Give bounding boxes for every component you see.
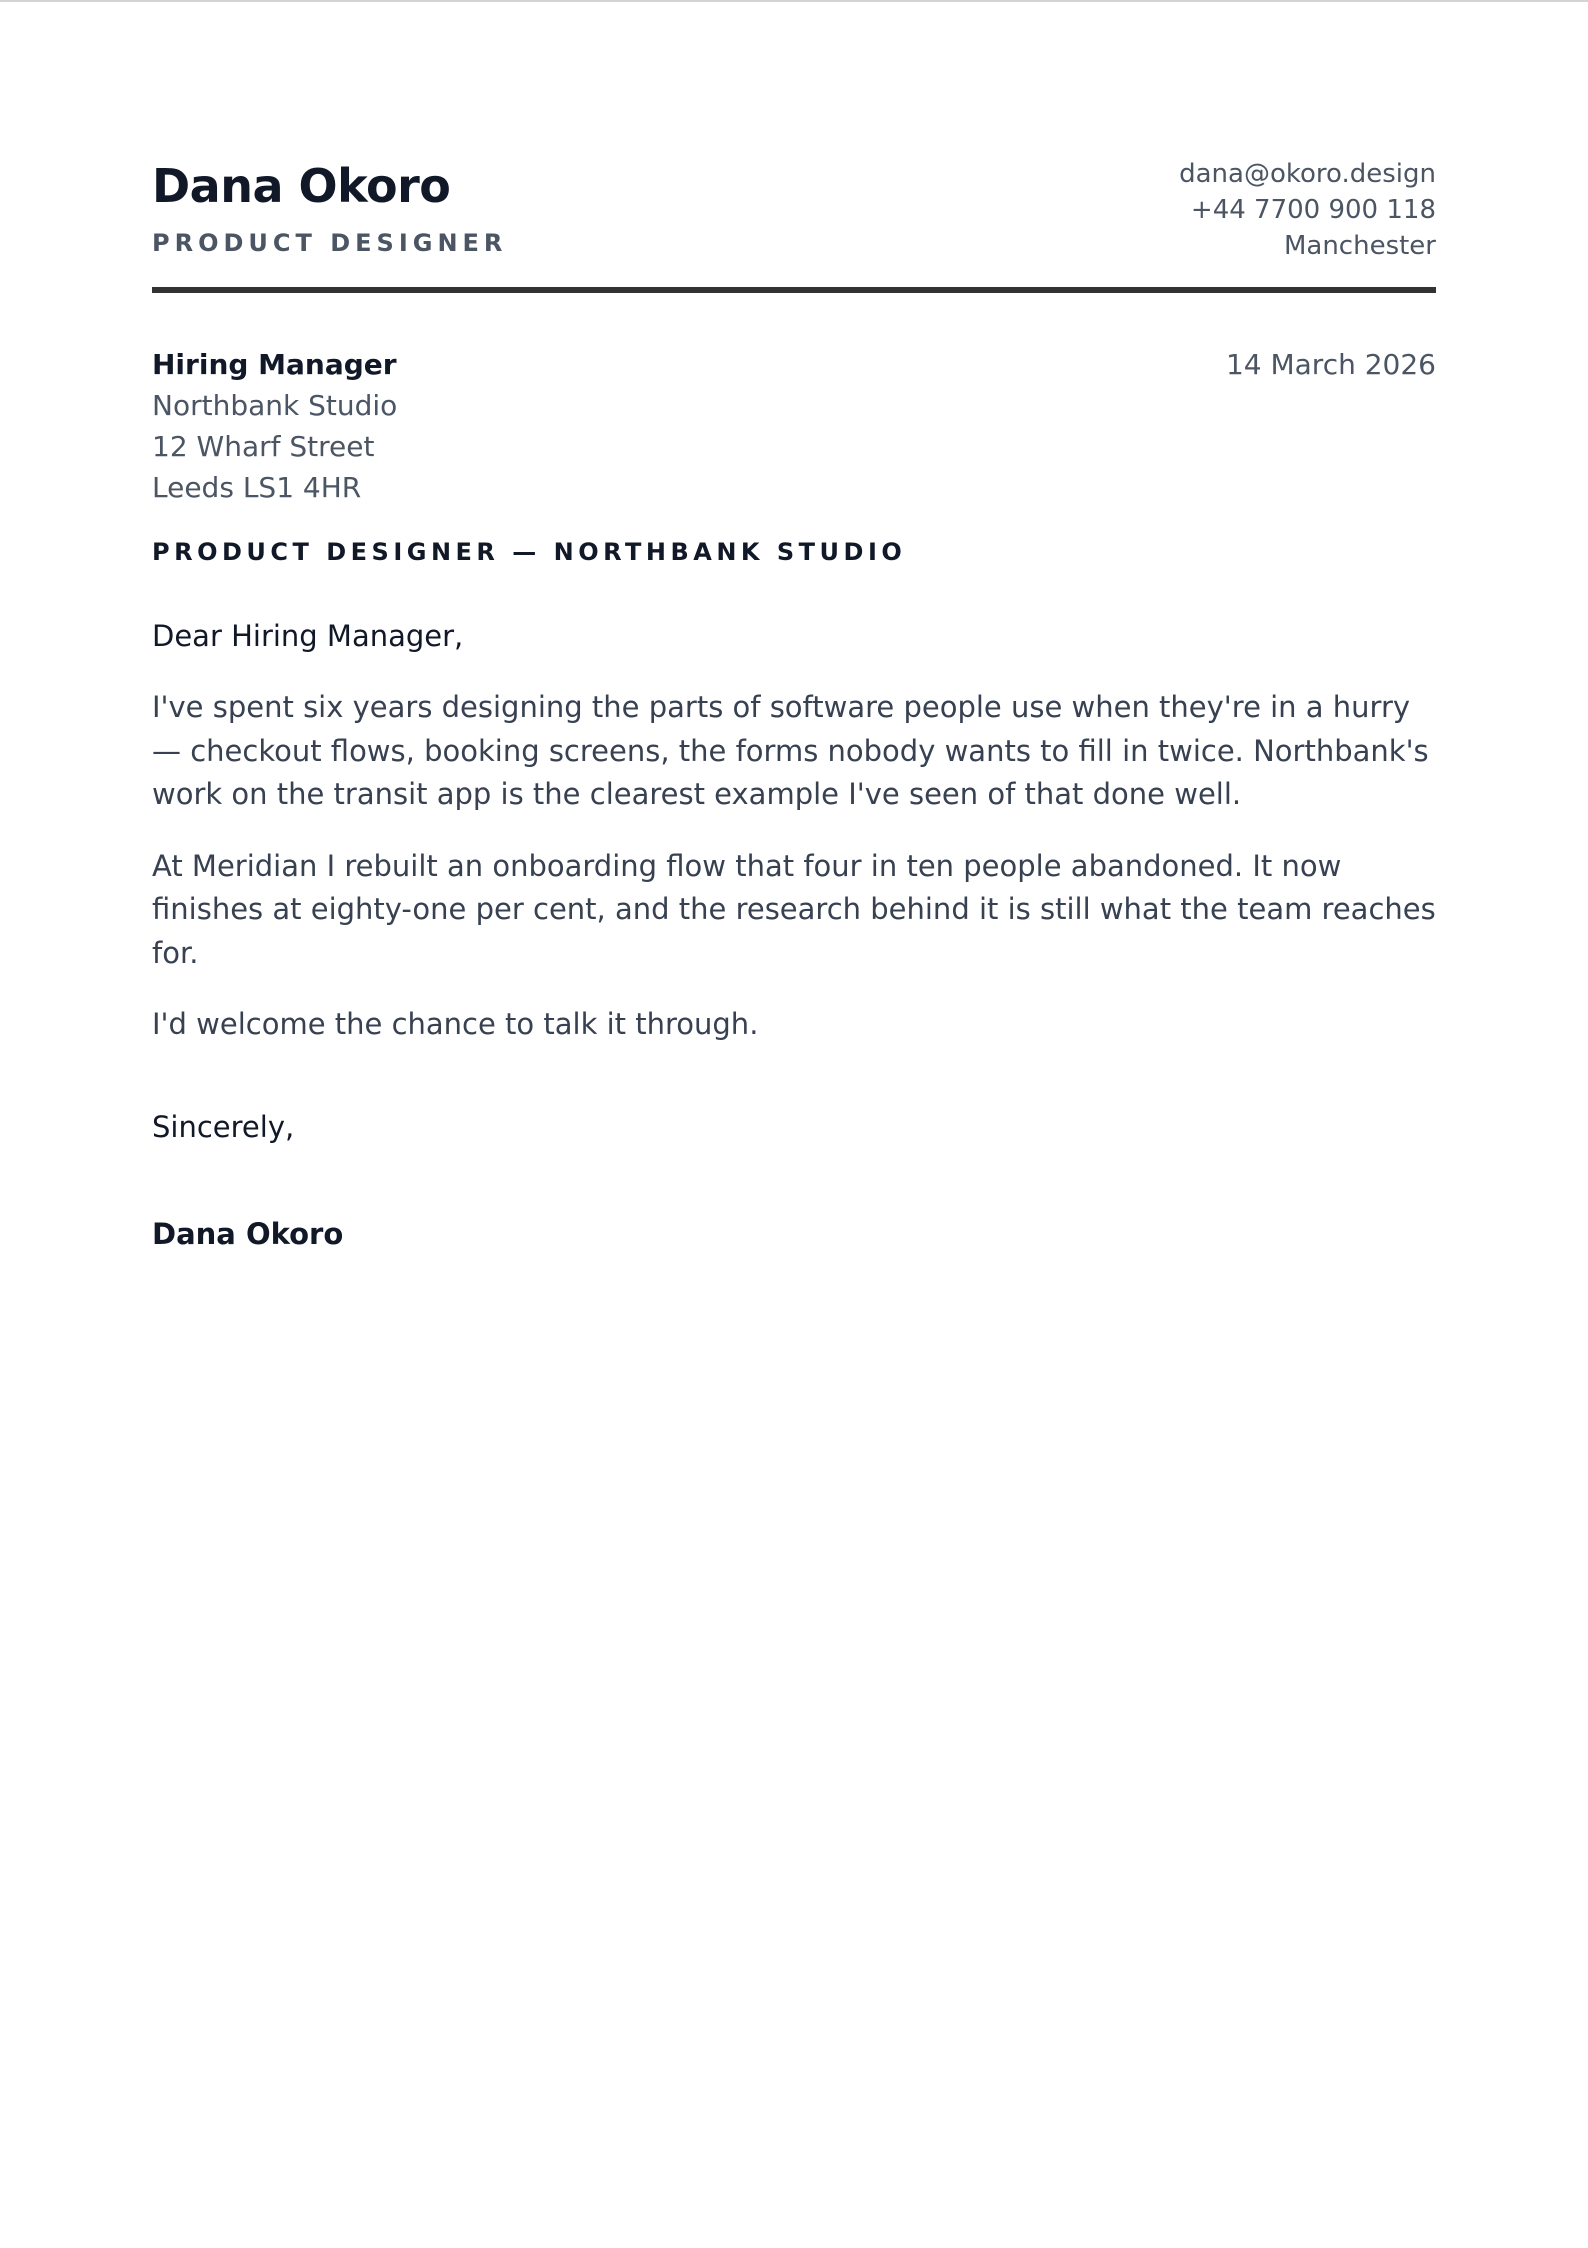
header-divider	[152, 287, 1436, 293]
letter-header	[152, 156, 1436, 294]
recipient-city: Leeds LS1 4HR	[152, 471, 362, 504]
sender-name: Dana Okoro	[152, 159, 451, 213]
recipient-street: 12 Wharf Street	[152, 430, 375, 463]
recipient-block	[152, 344, 1436, 516]
sender-phone: +44 7700 900 118	[1190, 195, 1436, 225]
letter-date: 14 March 2026	[1225, 348, 1436, 381]
body-paragraph: At Meridian I rebuilt an onboarding flow that four in ten people abandoned. It now finishes at eighty-one per cent, and the research behind it is still what the team reaches for.	[152, 848, 1436, 970]
subject-line: PRODUCT DESIGNER — NORTHBANK STUDIO	[152, 538, 907, 566]
cover-letter	[152, 156, 1436, 1254]
recipient-address	[152, 344, 397, 508]
recipient-name: Hiring Manager	[152, 348, 397, 381]
sender-title: PRODUCT DESIGNER	[152, 229, 508, 257]
body-paragraph: I've spent six years designing the parts of software people use when they're in a hurry — checkout flows, booking screens, the forms nobody wants to fill in twice. Northbank's work on the transit app is the clearest example I've seen of that done well.	[152, 690, 1429, 811]
closing: Sincerely,	[152, 1109, 295, 1144]
contact-info	[1179, 156, 1436, 264]
recipient-company: Northbank Studio	[152, 389, 398, 422]
sender-location: Manchester	[1283, 231, 1436, 261]
sender-email[interactable]: dana@okoro.design	[1179, 159, 1436, 189]
signature: Dana Okoro	[152, 1216, 344, 1251]
body-paragraph: I'd welcome the chance to talk it through.	[152, 1007, 759, 1041]
top-border	[0, 0, 1588, 2]
letter-body	[152, 686, 1436, 1047]
salutation: Dear Hiring Manager,	[152, 619, 464, 653]
